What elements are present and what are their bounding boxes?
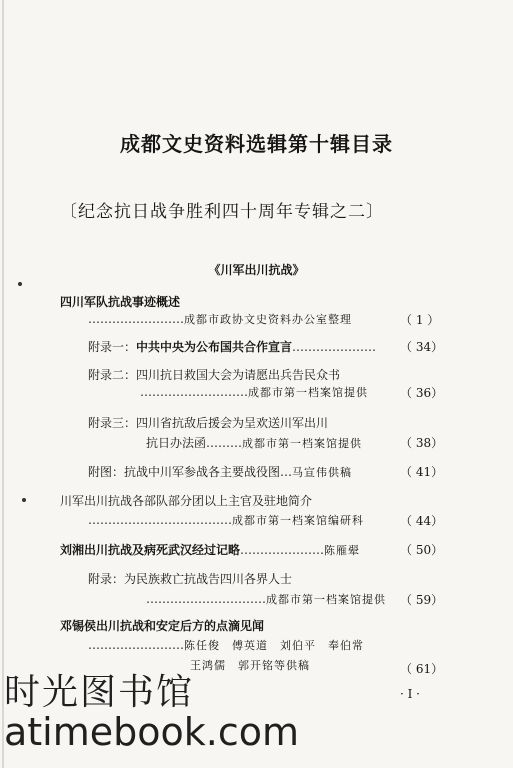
appendix-label: 附录： [88,572,125,586]
watermark-url: atimebook.com [4,710,300,754]
toc-entry-source-line [146,591,386,607]
leader-dots: ………………………… [146,592,266,606]
toc-page-number: （ 41） [400,465,444,479]
toc-page-number: （ 61） [400,662,444,676]
page-title: 成都文史资料选辑第十辑目录 [120,132,393,156]
toc-entry-title: 中共中央为公布国共合作宣言 [136,340,293,354]
appendix-label: 附图： [88,465,125,479]
toc-entry-title: 抗日办法函 [146,436,207,450]
leader-dots: ……… [206,436,243,450]
page-subtitle: 〔纪念抗日战争胜利四十周年专辑之二〕 [60,202,384,222]
toc-entry-title: 为民族救亡抗战告四川各界人士 [124,572,293,586]
toc-entry-title: 邓锡侯出川抗战和安定后方的点滴见闻 [60,619,265,633]
toc-entry-source: 成都市第一档案馆提供 [242,437,363,450]
toc-entry-title: 四川省抗敌后援会为呈欢送川军出川 [136,416,329,430]
toc-entry-source: 马宣伟供稿 [292,466,353,479]
leader-dots: ……………………………… [88,513,232,527]
toc-entry-source: 成都市第一档案馆提供 [248,386,368,399]
toc-entry-line [88,338,376,355]
leader-dots: ………………… [292,340,377,354]
toc-page-number: （ 59） [400,593,444,607]
leader-dots: ………………… [240,543,325,557]
toc-entry-line [88,366,340,383]
toc-entry-title: 四川军队抗战事迹概述 [60,295,181,309]
toc-entry-title: 抗战中川军参战各主要战役图 [124,465,281,479]
leader-dots: ……………………… [140,385,248,399]
toc-page-number: （ 38） [400,436,444,450]
toc-page-number: （ 44） [400,514,444,528]
toc-entry-line [88,414,328,431]
appendix-label: 附录二： [88,368,137,382]
toc-entry-title: 刘湘出川抗战及病死武汉经过记略 [60,543,241,557]
toc-entry-source-cont [190,657,310,673]
leader-dots: …………………… [88,638,184,652]
toc-entry-line [60,541,360,558]
toc-entry-title-cont [146,434,362,451]
scan-speck [18,282,22,286]
page-number: · I · [400,687,420,701]
toc-entry-source-line [140,384,368,400]
toc-entry-source: 陈任俊 傅英道 刘伯平 奉伯常 [184,639,364,652]
section-title: 《川军出川抗战》 [208,263,305,277]
toc-entry-source: 陈雁翚 [324,544,361,557]
appendix-label: 附录三： [88,416,137,430]
toc-entry-title: 四川抗日救国大会为请愿出兵告民众书 [136,368,341,382]
toc-entry-source: 成都市第一档案馆编研科 [232,514,364,527]
scan-edge [2,0,4,768]
toc-entry-source: 成都市政协文史资料办公室整理 [184,313,352,326]
toc-entry-source: 成都市第一档案馆提供 [266,593,386,606]
scan-speck [22,498,26,502]
toc-entry-source: 王鸿儒 郭开铭等供稿 [190,659,310,672]
toc-page-number: （ 36） [400,386,444,400]
toc-page-number: （ 50） [400,543,444,557]
toc-page-number: （ 1 ） [400,313,440,327]
appendix-label: 附录一： [88,340,137,354]
toc-entry-line [88,463,352,480]
toc-entry-source-line [88,311,352,327]
toc-entry-title: 川军出川抗战各部队部分团以上主官及驻地简介 [60,494,313,508]
toc-entry-source-line [88,512,364,528]
watermark-chinese: 时光图书馆 [4,672,195,713]
toc-entry-source-line [88,637,364,653]
toc-page-number: （ 34） [400,340,444,354]
leader-dots: … [280,465,293,479]
toc-entry-line [88,570,292,587]
leader-dots: …………………… [88,312,184,326]
